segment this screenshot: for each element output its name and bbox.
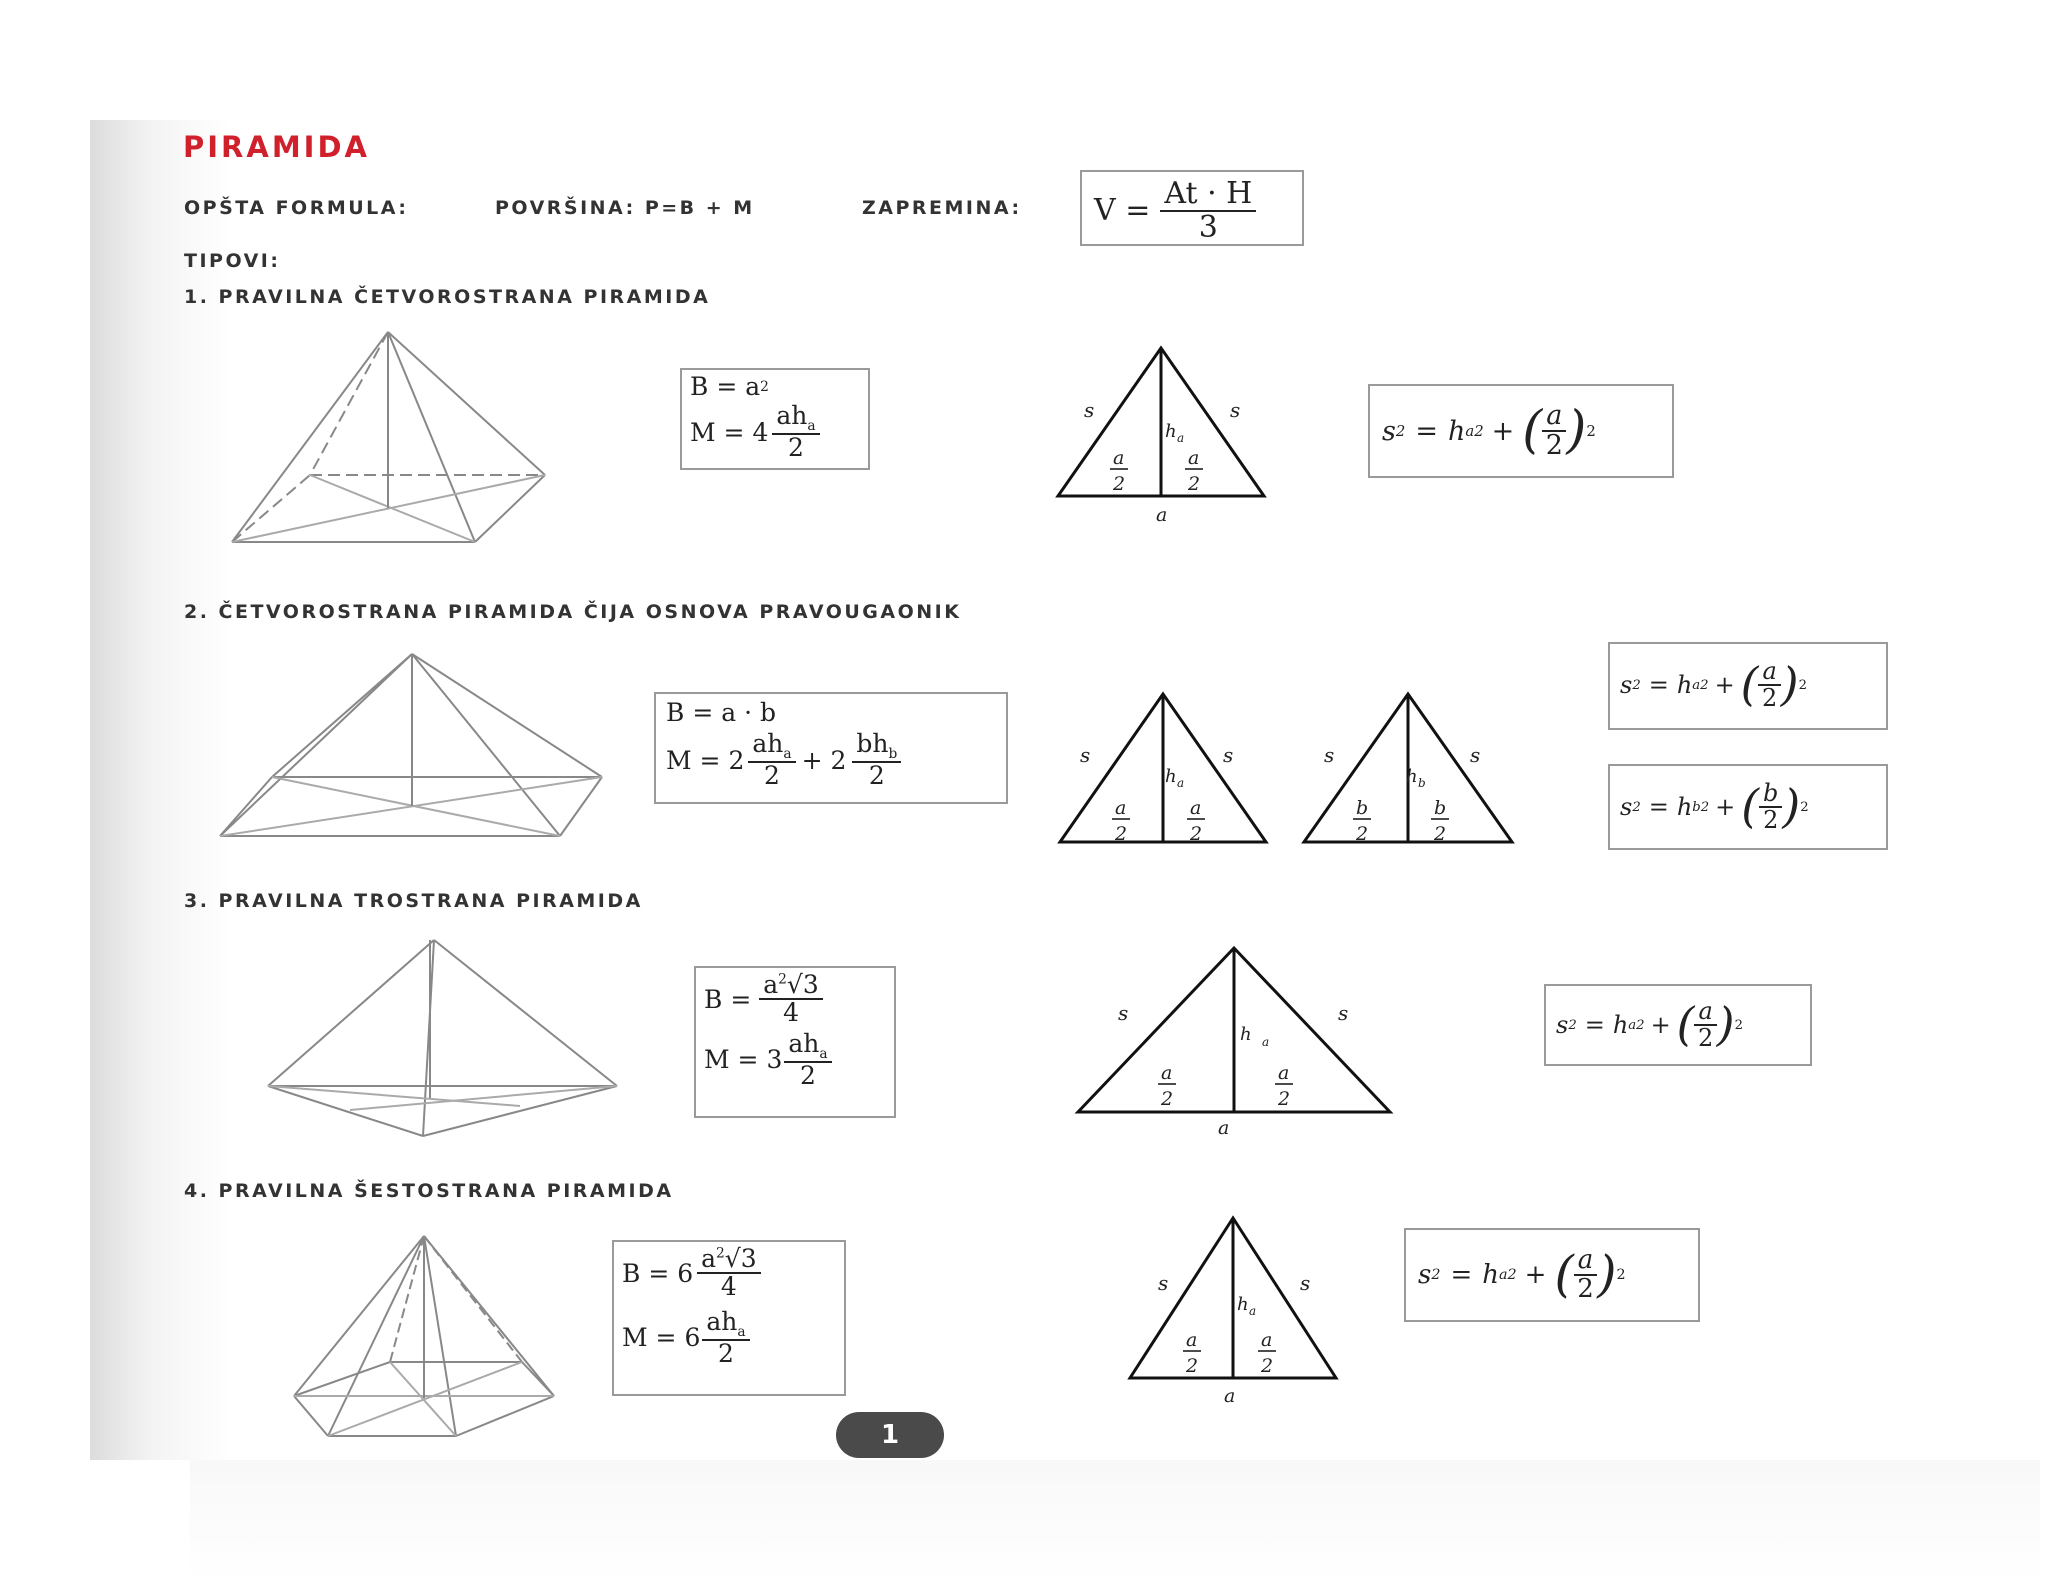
s3-base-num-root: √3	[786, 970, 819, 999]
s2-tri-a-height: h	[1165, 766, 1177, 787]
s2-tri-b-height: h	[1406, 766, 1418, 787]
s2-tri-a-half-den-right: 2	[1190, 823, 1203, 845]
s3-lateral-lhs: M = 3	[704, 1045, 783, 1075]
rectangular-pyramid-figure	[212, 644, 612, 844]
s2-base-formula: B = a · b	[666, 698, 776, 727]
s3-lateral-num: ah	[788, 1028, 820, 1058]
s4-base-num: a	[701, 1244, 717, 1273]
s3-base-den: 4	[783, 998, 799, 1028]
s3-base-num: a	[763, 970, 779, 999]
square-pyramid-figure	[220, 320, 560, 550]
s3-tri-side-left: s	[1118, 1001, 1129, 1025]
page-shadow	[190, 1460, 2040, 1580]
s1-tri-half-den-right: 2	[1188, 473, 1201, 495]
s2-tri-b-side-left: s	[1324, 743, 1335, 767]
section-2-relation-b-box: s 2 = h b 2 + ( $\frac{b}{2}$ ) 2	[1608, 764, 1888, 850]
s1-tri-half-num-left: a	[1113, 447, 1125, 469]
s3-lateral-den: 2	[800, 1060, 816, 1090]
s2-tri-b-half-den-right: 2	[1434, 823, 1447, 845]
s1-rel-lhs: s	[1382, 415, 1396, 447]
section-3-triangle	[1070, 940, 1400, 1140]
s4-rel-lhs: s	[1418, 1260, 1432, 1290]
s2-rel-a-num: a	[1758, 659, 1780, 686]
section-4-relation-box: s 2 = h a 2 + ( $\frac{a}{2}$ ) 2	[1404, 1228, 1700, 1322]
volume-label: ZAPREMINA:	[862, 197, 1022, 219]
s3-rel-h: h	[1612, 1011, 1629, 1039]
page-title: PIRAMIDA	[183, 130, 370, 164]
s3-tri-half-den-right: 2	[1278, 1088, 1291, 1110]
section-1-relation-box: s 2 = h a 2 + ( $\frac{a}{2}$ ) 2	[1368, 384, 1674, 478]
s1-lateral-num: ah	[776, 401, 808, 430]
s2-lateral-num1-sub: a	[783, 746, 792, 762]
s1-lateral-num-sub: a	[807, 418, 816, 434]
s1-tri-height: h	[1165, 421, 1177, 442]
s3-tri-height-sub: a	[1262, 1035, 1270, 1049]
types-label: TIPOVI:	[184, 250, 281, 272]
s1-tri-side-right: s	[1230, 398, 1241, 422]
s4-tri-side-left: s	[1158, 1271, 1169, 1295]
volume-numerator: At · H	[1160, 178, 1256, 212]
surface-formula: POVRŠINA: P=B + M	[495, 197, 755, 219]
s4-tri-height: h	[1237, 1294, 1249, 1315]
s2-tri-b-half-num-right: b	[1434, 797, 1447, 819]
s1-tri-side-left: s	[1084, 398, 1095, 422]
s2-rel-a-h: h	[1676, 671, 1693, 699]
s3-rel-den: 2	[1697, 1024, 1714, 1052]
s3-tri-base: a	[1218, 1117, 1230, 1139]
s2-lateral-plus: + 2	[801, 745, 847, 775]
s3-base-num-exp: 2	[778, 971, 787, 988]
s4-tri-height-sub: a	[1249, 1304, 1257, 1318]
s3-tri-height: h	[1240, 1024, 1252, 1045]
s2-lateral-num2-sub: b	[888, 746, 898, 762]
section-2-triangle-b	[1294, 686, 1524, 856]
s1-base-exp: 2	[760, 378, 769, 395]
s2-lateral-num2: bh	[856, 729, 889, 758]
s2-rel-b-h-sub: b	[1692, 799, 1701, 815]
general-formula-label: OPŠTA FORMULA:	[184, 197, 409, 219]
s3-tri-side-right: s	[1338, 1001, 1349, 1025]
section-2-relation-a-box: s 2 = h a 2 + ( $\frac{a}{2}$ ) 2	[1608, 642, 1888, 730]
s4-base-num-exp: 2	[716, 1245, 725, 1262]
s2-tri-a-half-num-right: a	[1190, 797, 1202, 819]
s2-rel-b-den: 2	[1763, 806, 1779, 834]
s2-rel-a-lhs: s	[1620, 671, 1633, 699]
s4-lateral-num-sub: a	[737, 1323, 746, 1340]
s4-lateral-den: 2	[718, 1338, 734, 1368]
s2-rel-b-num: b	[1759, 781, 1782, 808]
s1-tri-half-den-left: 2	[1113, 473, 1126, 495]
s1-lateral-lhs: M = 4	[690, 417, 769, 447]
s4-tri-base: a	[1224, 1385, 1236, 1407]
s2-tri-b-side-right: s	[1470, 743, 1481, 767]
triangular-pyramid-figure	[260, 930, 630, 1140]
s2-tri-a-side-left: s	[1080, 743, 1091, 767]
section-1-heading: 1. PRAVILNA ČETVOROSTRANA PIRAMIDA	[184, 286, 711, 308]
s2-rel-a-den: 2	[1761, 684, 1778, 712]
s2-lateral-lhs: M = 2	[666, 745, 745, 775]
s2-lateral-num1: ah	[752, 729, 784, 758]
s2-tri-b-half-den-left: 2	[1356, 823, 1369, 845]
s1-rel-num: a	[1542, 402, 1566, 432]
s2-tri-b-height-sub: b	[1418, 776, 1426, 790]
s1-rel-h: h	[1447, 415, 1466, 447]
s1-tri-base: a	[1156, 504, 1168, 526]
s3-rel-num: a	[1694, 999, 1716, 1026]
s2-lateral-den2: 2	[868, 761, 885, 791]
volume-formula-box	[1080, 170, 1304, 246]
volume-lhs: V =	[1094, 193, 1151, 228]
section-3-heading: 3. PRAVILNA TROSTRANA PIRAMIDA	[184, 890, 643, 912]
section-3-relation-box: s 2 = h a 2 + ( $\frac{a}{2}$ ) 2	[1544, 984, 1812, 1066]
s3-rel-h-sub: a	[1628, 1017, 1637, 1033]
s2-tri-a-side-right: s	[1223, 743, 1234, 767]
s4-rel-den: 2	[1577, 1274, 1594, 1304]
section-4-heading: 4. PRAVILNA ŠESTOSTRANA PIRAMIDA	[184, 1180, 674, 1202]
volume-denominator: 3	[1198, 209, 1218, 245]
section-3-formula-box	[694, 966, 896, 1118]
section-4-triangle	[1120, 1210, 1350, 1410]
s1-rel-den: 2	[1545, 430, 1563, 461]
s4-base-num-root: √3	[724, 1244, 757, 1273]
section-1-triangle	[1050, 340, 1280, 530]
s1-lateral-den: 2	[788, 433, 804, 463]
section-4-formula-box	[612, 1240, 846, 1396]
s2-tri-a-height-sub: a	[1177, 776, 1185, 790]
s2-tri-b-half-num-left: b	[1356, 797, 1369, 819]
s1-rel-h-sub: a	[1465, 422, 1475, 440]
section-2-triangle-a	[1050, 686, 1280, 856]
s3-base-lhs: B =	[704, 984, 752, 1014]
hexagonal-pyramid-figure	[286, 1228, 562, 1444]
s1-base-formula: B = a	[690, 372, 761, 401]
s2-rel-b-lhs: s	[1620, 793, 1633, 821]
s2-tri-a-half-num-left: a	[1115, 797, 1127, 819]
s4-base-lhs: B = 6	[622, 1258, 694, 1288]
s4-lateral-lhs: M = 6	[622, 1323, 701, 1353]
s4-tri-half-num-right: a	[1261, 1329, 1273, 1351]
s4-tri-half-den-left: 2	[1186, 1355, 1199, 1377]
s3-lateral-num-sub: a	[819, 1045, 828, 1062]
s2-rel-b-h: h	[1676, 793, 1693, 821]
s3-tri-half-num-right: a	[1278, 1062, 1290, 1084]
s1-tri-half-num-right: a	[1188, 447, 1200, 469]
section-2-formula-box	[654, 692, 1008, 804]
s4-lateral-num: ah	[706, 1306, 738, 1336]
s4-rel-h-sub: a	[1499, 1267, 1508, 1283]
s2-rel-a-h-sub: a	[1692, 677, 1701, 693]
s4-base-den: 4	[720, 1272, 737, 1302]
section-1-formula-box	[680, 368, 870, 470]
page-number-badge[interactable]: 1	[836, 1412, 944, 1458]
s1-tri-height-sub: a	[1177, 431, 1185, 445]
s4-rel-num: a	[1574, 1247, 1598, 1276]
s4-tri-half-num-left: a	[1186, 1329, 1198, 1351]
s3-rel-lhs: s	[1556, 1011, 1569, 1039]
s2-tri-a-half-den-left: 2	[1115, 823, 1128, 845]
s4-tri-side-right: s	[1300, 1271, 1311, 1295]
s4-rel-h: h	[1482, 1260, 1499, 1290]
s4-tri-half-den-right: 2	[1261, 1355, 1274, 1377]
section-2-heading: 2. ČETVOROSTRANA PIRAMIDA ČIJA OSNOVA PRAVOUGAONIK	[184, 601, 962, 623]
s2-lateral-den1: 2	[764, 761, 780, 791]
s3-tri-half-den-left: 2	[1161, 1088, 1174, 1110]
s3-tri-half-num-left: a	[1161, 1062, 1173, 1084]
